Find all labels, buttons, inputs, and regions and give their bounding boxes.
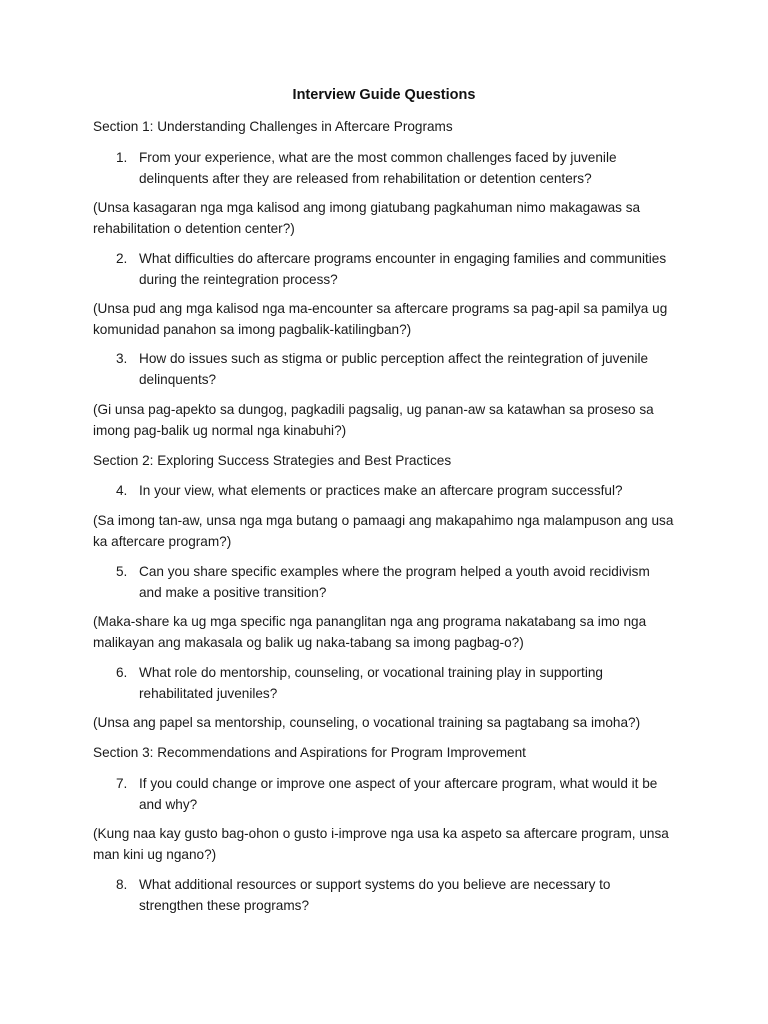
question-number: 8. xyxy=(116,877,128,892)
question-text: How do issues such as stigma or public perception affect the reintegration of juvenile delinquents? xyxy=(139,351,649,387)
question-text: What role do mentorship, counseling, or vocational training play in supporting rehabilitated juveniles? xyxy=(139,665,603,701)
question-6 xyxy=(116,662,676,704)
section-heading-1: Section 1: Understanding Challenges in Aftercare Programs xyxy=(93,119,453,134)
translation-6: (Unsa ang papel sa mentorship, counseling, o vocational training sa pagtabang sa imoha?) xyxy=(93,715,641,730)
question-7 xyxy=(116,773,676,815)
question-number: 7. xyxy=(116,776,128,791)
translation-7: (Kung naa kay gusto bag-ohon o gusto i-improve nga usa ka aspeto sa aftercare program, unsa man kini ug ngano?) xyxy=(93,826,669,862)
question-text: From your experience, what are the most common challenges faced by juvenile delinquents after they are released from rehabilitation or detention centers? xyxy=(139,150,617,186)
question-2 xyxy=(116,248,676,290)
document-title: Interview Guide Questions xyxy=(292,87,476,103)
question-number: 2. xyxy=(116,251,128,266)
question-text: Can you share specific examples where the program helped a youth avoid recidivism and make a positive transition? xyxy=(139,564,650,600)
question-number: 5. xyxy=(116,564,128,579)
translation-2: (Unsa pud ang mga kalisod nga ma-encounter sa aftercare programs sa pag-apil sa pamilya ug komunidad panahon sa imong pagbalik-katilingban?) xyxy=(93,301,668,337)
question-number: 4. xyxy=(116,483,128,498)
question-4 xyxy=(116,480,676,501)
question-3 xyxy=(116,348,676,390)
translation-3: (Gi unsa pag-apekto sa dungog, pagkadili pagsalig, ug panan-aw sa katawhan sa proseso sa imong pag-balik ug normal nga kinabuhi?) xyxy=(93,402,654,438)
question-number: 1. xyxy=(116,150,128,165)
translation-4: (Sa imong tan-aw, unsa nga mga butang o pamaagi ang makapahimo nga malampuson ang usa ka aftercare program?) xyxy=(93,513,674,549)
question-number: 6. xyxy=(116,665,128,680)
question-5 xyxy=(116,561,676,603)
question-8 xyxy=(116,874,676,916)
question-number: 3. xyxy=(116,351,128,366)
section-heading-3: Section 3: Recommendations and Aspirations for Program Improvement xyxy=(93,745,526,760)
question-1 xyxy=(116,147,676,189)
translation-1: (Unsa kasagaran nga mga kalisod ang imong giatubang pagkahuman nimo makagawas sa rehabilitation o detention center?) xyxy=(93,200,641,236)
question-text: If you could change or improve one aspect of your aftercare program, what would it be and why? xyxy=(139,776,658,812)
question-text: What additional resources or support systems do you believe are necessary to strengthen these programs? xyxy=(139,877,611,913)
question-text: In your view, what elements or practices make an aftercare program successful? xyxy=(139,483,623,498)
question-text: What difficulties do aftercare programs encounter in engaging families and communities during the reintegration process? xyxy=(139,251,667,287)
translation-5: (Maka-share ka ug mga specific nga pananglitan nga ang programa nakatabang sa imo nga malikayan ang makasala og balik ug naka-tabang sa imong pagbag-o?) xyxy=(93,614,647,650)
section-heading-2: Section 2: Exploring Success Strategies and Best Practices xyxy=(93,453,452,468)
